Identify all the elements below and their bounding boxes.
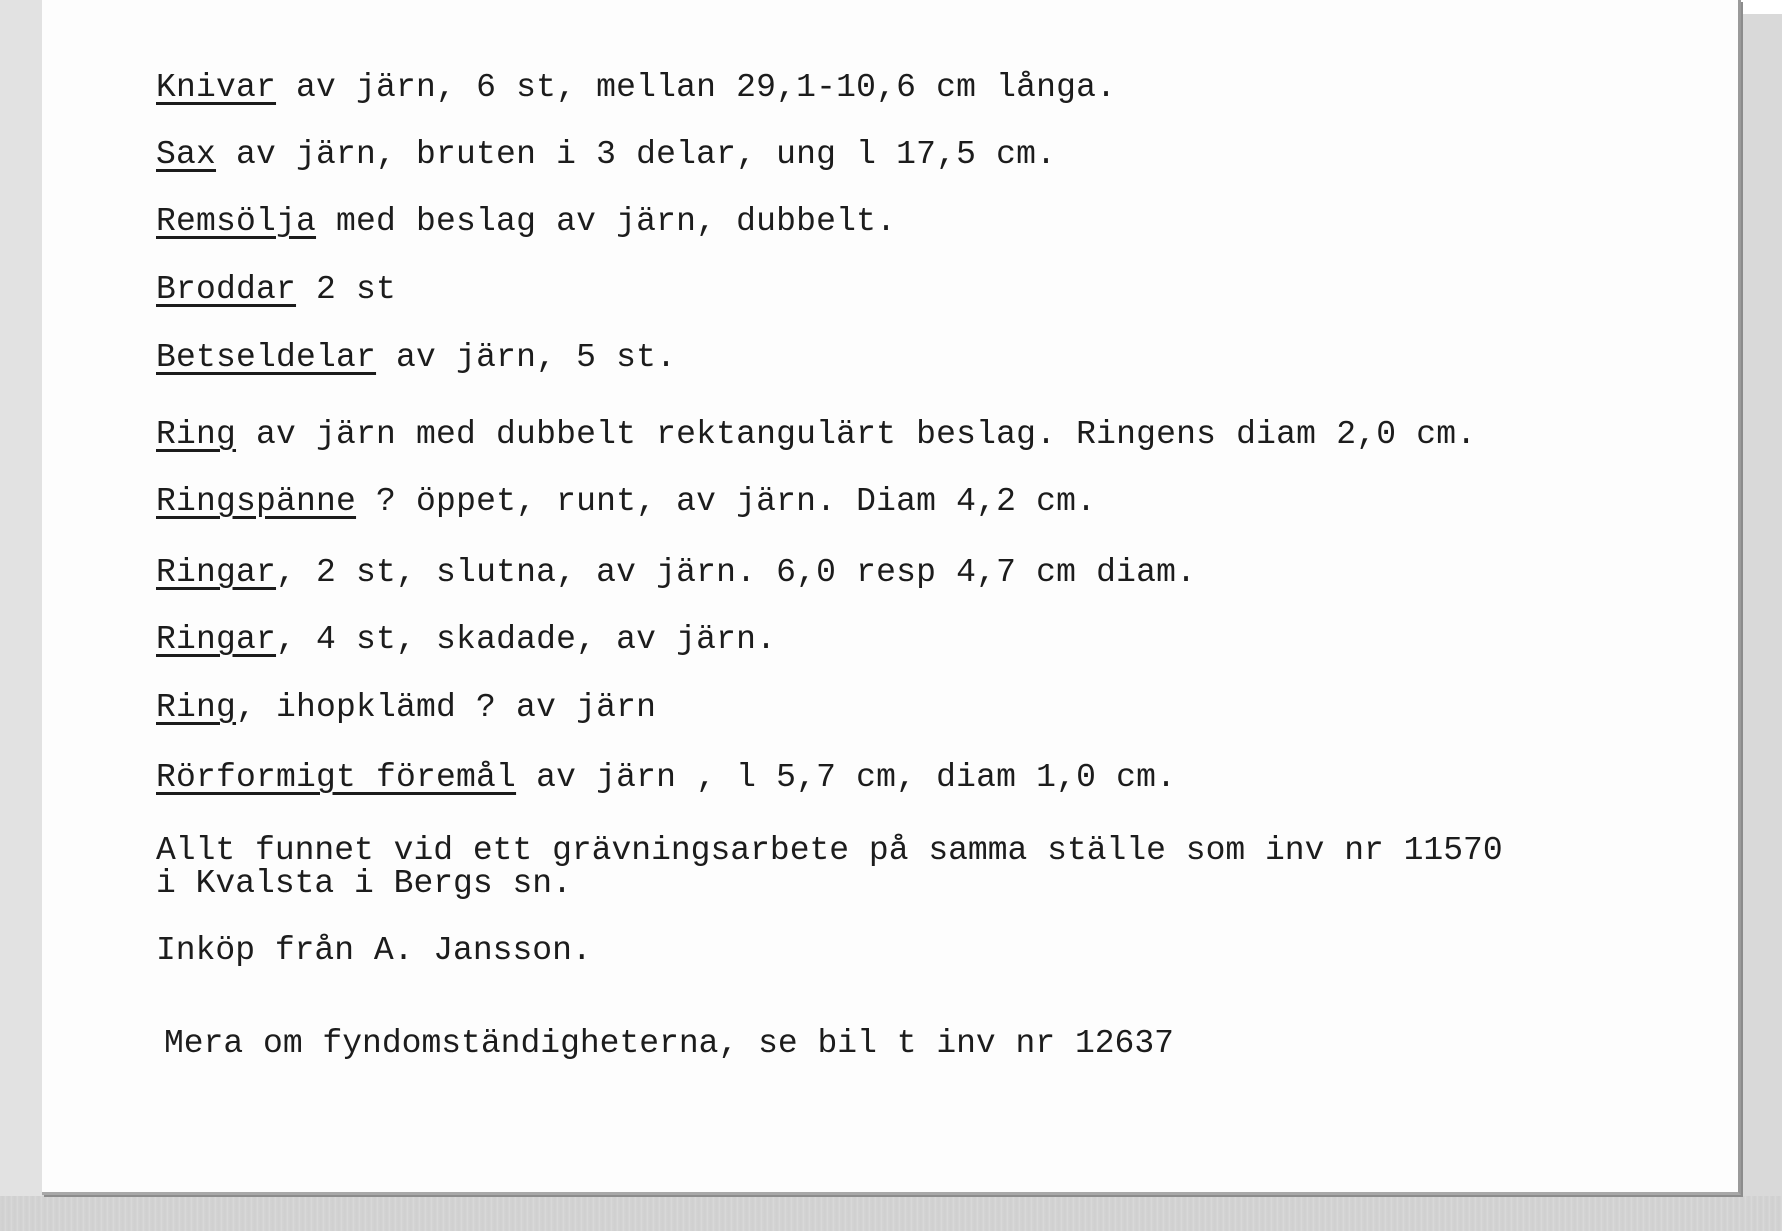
entry-term: Ring bbox=[156, 416, 237, 453]
scan-backdrop-bottom bbox=[0, 1196, 1782, 1231]
entry-text: av järn, bruten i 3 delar, ung l 17,5 cm. bbox=[216, 136, 1057, 173]
entry-line bbox=[156, 622, 776, 658]
entry-line bbox=[156, 204, 896, 240]
entry-line bbox=[156, 690, 656, 726]
entry-line bbox=[156, 137, 1056, 173]
entry-text: av järn med dubbelt rektangulärt beslag. Ringens diam 2,0 cm. bbox=[236, 416, 1477, 453]
entry-line bbox=[156, 760, 1176, 796]
catalog-card bbox=[42, 0, 1741, 1195]
entry-term: Betseldelar bbox=[156, 339, 377, 376]
entry-line bbox=[156, 340, 676, 376]
entry-text: med beslag av järn, dubbelt. bbox=[316, 203, 897, 240]
entry-term: Ring bbox=[156, 689, 237, 726]
entry-line bbox=[156, 484, 1096, 520]
entry-term: Broddar bbox=[156, 271, 297, 308]
entry-text: av järn , l 5,7 cm, diam 1,0 cm. bbox=[516, 759, 1177, 796]
scan-backdrop-left bbox=[0, 0, 42, 1196]
entry-text: , 4 st, skadade, av järn. bbox=[276, 621, 777, 658]
entry-term: Remsölja bbox=[156, 203, 317, 240]
find-context-line: i Kvalsta i Bergs sn. bbox=[156, 865, 572, 902]
entry-text: ? öppet, runt, av järn. Diam 4,2 cm. bbox=[356, 483, 1097, 520]
entry-line bbox=[156, 70, 1116, 106]
find-context-line: Allt funnet vid ett grävningsarbete på samma ställe som inv nr 11570 bbox=[156, 832, 1503, 869]
entry-line bbox=[156, 417, 1476, 453]
entry-text: , ihopklämd ? av järn bbox=[236, 689, 657, 726]
entry-term: Ringspänne bbox=[156, 483, 357, 520]
entry-text: av järn, 5 st. bbox=[376, 339, 677, 376]
entry-term: Sax bbox=[156, 136, 217, 173]
entry-text: 2 st bbox=[296, 271, 397, 308]
purchase-note: Inköp från A. Jansson. bbox=[156, 932, 592, 969]
entry-term: Ringar bbox=[156, 554, 277, 591]
entry-term: Rörformigt föremål bbox=[156, 759, 517, 796]
entry-text: , 2 st, slutna, av järn. 6,0 resp 4,7 cm diam. bbox=[276, 554, 1197, 591]
entry-term: Ringar bbox=[156, 621, 277, 658]
reference-note: Mera om fyndomständigheterna, se bil t inv nr 12637 bbox=[164, 1025, 1174, 1062]
entry-line bbox=[156, 555, 1196, 591]
entry-term: Knivar bbox=[156, 69, 277, 106]
entry-line bbox=[156, 272, 396, 308]
entry-text: av järn, 6 st, mellan 29,1-10,6 cm långa. bbox=[276, 69, 1117, 106]
